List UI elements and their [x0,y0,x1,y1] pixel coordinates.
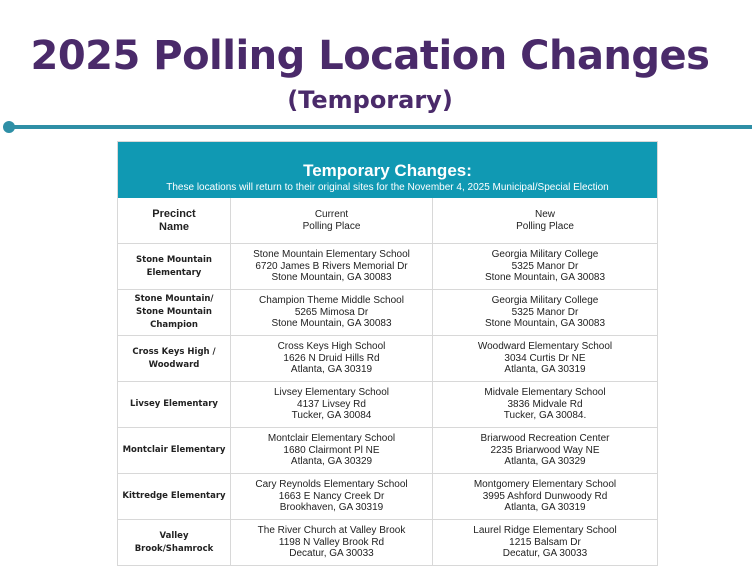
precinct-cell-line: Livsey Elementary [130,399,218,409]
table-row [118,289,657,335]
precinct-cell-line: Kittredge Elementary [122,491,226,501]
table-row [118,381,657,427]
header-text: Polling Place [302,220,361,232]
current-location-cell-line: 4137 Livsey Rd [297,398,366,410]
current-location-cell-line: 6720 James B Rivers Memorial Dr [255,260,408,272]
new-location-cell-line: Woodward Elementary School [477,341,613,353]
new-location-cell [433,290,657,335]
new-location-cell-line: Montgomery Elementary School [473,479,617,491]
table-body [118,243,657,565]
current-location-cell [231,336,433,381]
new-location-cell [433,520,657,565]
current-location-cell-line: Tucker, GA 30084 [291,410,372,422]
new-location-cell-line: 3836 Midvale Rd [507,398,583,410]
divider-line [10,125,752,129]
current-location-cell-line: 1198 N Valley Brook Rd [278,536,385,548]
precinct-cell [118,520,231,565]
polling-changes-table [117,141,658,566]
new-location-cell-line: Laurel Ridge Elementary School [473,525,617,537]
table-banner [118,142,657,198]
current-location-cell [231,244,433,289]
precinct-cell-line: Stone Mountain/ [134,294,214,304]
new-location-cell [433,336,657,381]
table-row [118,243,657,289]
new-location-cell-line: Georgia Military College [491,249,599,261]
precinct-cell [118,290,231,335]
new-location-cell-line: Atlanta, GA 30319 [504,364,586,376]
new-location-cell-line: Georgia Military College [491,295,599,307]
current-location-cell-line: Stone Mountain, GA 30083 [271,318,392,330]
header-text: Polling Place [516,220,574,232]
new-location-cell-line: Atlanta, GA 30329 [504,456,586,468]
banner-title: Temporary Changes: [303,161,472,180]
current-location-cell-line: Cross Keys High School [277,341,386,353]
current-location-cell-line: Brookhaven, GA 30319 [279,502,384,514]
table-header-row [118,198,657,243]
banner-note: These locations will return to their original sites for the November 4, 2025 Municipal/Special Election [166,182,609,193]
current-location-cell-line: Atlanta, GA 30319 [290,364,373,376]
new-location-cell-line: 5325 Manor Dr [511,306,579,318]
current-location-cell-line: 1680 Clairmont Pl NE [283,444,380,456]
precinct-cell [118,336,231,381]
new-location-cell [433,474,657,519]
current-location-cell-line: The River Church at Valley Brook [257,525,406,537]
header-text: Precinct [152,207,196,220]
new-location-cell [433,382,657,427]
current-location-cell-line: Livsey Elementary School [273,387,390,399]
precinct-cell [118,244,231,289]
precinct-cell-line: Stone Mountain [136,307,212,317]
precinct-cell-line: Elementary [146,267,202,278]
new-location-cell-line: Midvale Elementary School [484,387,606,399]
new-location-cell-line: Decatur, GA 30033 [502,548,588,560]
current-location-cell-line: Stone Mountain Elementary School [253,249,410,261]
current-location-cell-line: Champion Theme Middle School [259,295,404,307]
new-location-cell [433,244,657,289]
precinct-cell [118,428,231,473]
table-row [118,427,657,473]
current-location-cell-line: Stone Mountain, GA 30083 [271,272,392,284]
precinct-cell [118,382,231,427]
column-header-current [231,198,433,243]
current-location-cell [231,520,433,565]
current-location-cell-line: 5265 Mimosa Dr [294,306,369,318]
new-location-cell-line: Atlanta, GA 30319 [504,502,586,514]
new-location-cell-line: Stone Mountain, GA 30083 [484,272,606,284]
current-location-cell [231,428,433,473]
new-location-cell-line: 2235 Briarwood Way NE [490,444,600,456]
new-location-cell-line: 5325 Manor Dr [511,260,579,272]
new-location-cell-line: Tucker, GA 30084. [503,410,587,422]
precinct-cell-line: Montclair Elementary [122,445,226,455]
current-location-cell-line: Montclair Elementary School [267,433,396,445]
precinct-cell-line: Champion [150,320,198,330]
column-header-precinct [118,198,231,243]
current-location-cell-line: Decatur, GA 30033 [289,548,374,560]
precinct-cell [118,474,231,519]
current-location-cell [231,474,433,519]
new-location-cell-line: Stone Mountain, GA 30083 [484,318,606,330]
current-location-cell-line: Atlanta, GA 30329 [290,456,373,468]
header-text: New [534,208,555,220]
header-text: Current [314,208,349,220]
table-row [118,473,657,519]
new-location-cell-line: 1215 Balsam Dr [509,536,581,548]
current-location-cell-line: Cary Reynolds Elementary School [255,479,408,491]
new-location-cell-line: Briarwood Recreation Center [480,433,610,445]
column-header-new [433,198,657,243]
new-location-cell-line: 3995 Ashford Dunwoody Rd [482,490,608,502]
page-subtitle: (Temporary) [287,86,453,114]
new-location-cell [433,428,657,473]
current-location-cell-line: 1663 E Nancy Creek Dr [278,490,385,502]
current-location-cell-line: 1626 N Druid Hills Rd [283,352,380,364]
precinct-cell-line: Stone Mountain [136,254,212,265]
header-text: Name [159,220,189,233]
precinct-cell-line: Woodward [148,359,200,370]
precinct-cell-line: Valley [159,530,189,541]
new-location-cell-line: 3034 Curtis Dr NE [504,352,586,364]
precinct-cell-line: Cross Keys High / [132,346,216,357]
table-row [118,335,657,381]
page-title: 2025 Polling Location Changes [30,33,710,79]
table-row [118,519,657,565]
precinct-cell-line: Brook/Shamrock [134,543,214,554]
current-location-cell [231,290,433,335]
current-location-cell [231,382,433,427]
